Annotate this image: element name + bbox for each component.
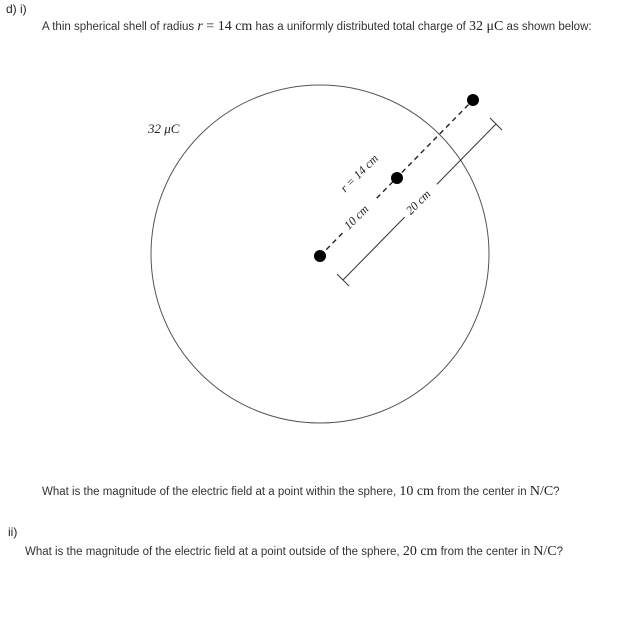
question-i: [42, 484, 560, 500]
question-ii-distance-unit: cm: [416, 544, 438, 559]
question-i-unit: N/C: [529, 484, 554, 499]
radius-unit: cm: [231, 19, 253, 34]
inner-point: [391, 172, 403, 184]
shell-charge-label: 32 μC: [148, 121, 180, 136]
outer-point: [467, 94, 479, 106]
center-point: [314, 250, 326, 262]
radius-value: 14: [217, 19, 232, 34]
inner-distance-label: 10 cm: [340, 201, 372, 233]
charge-value: 32: [469, 19, 484, 34]
question-ii-unit: N/C: [533, 544, 557, 559]
question-i-prefix: What is the magnitude of the electric field at a point within the sphere,: [42, 486, 400, 498]
radius-variable: r: [197, 19, 203, 34]
statement-suffix: as shown below:: [503, 21, 592, 33]
question-i-distance-unit: cm: [413, 484, 434, 499]
question-i-distance-value: 10: [399, 484, 414, 499]
radius-label: r = 14 cm: [337, 151, 382, 196]
question-ii-distance-value: 20: [402, 544, 417, 559]
outer-distance-label: 20 cm: [402, 186, 434, 218]
question-i-mid: from the center in: [433, 486, 530, 498]
question-ii: [25, 544, 563, 560]
statement-mid: has a uniformly distributed total charge of: [252, 21, 470, 33]
question-i-suffix: ?: [553, 486, 560, 498]
part-i-label: d) i): [6, 2, 27, 16]
part-ii-label: ii): [8, 525, 18, 539]
statement-prefix: A thin spherical shell of radius: [42, 21, 198, 33]
question-ii-mid: from the center in: [437, 546, 534, 558]
charge-unit: μC: [483, 19, 504, 34]
question-ii-suffix: ?: [556, 546, 564, 558]
question-ii-prefix: What is the magnitude of the electric field at a point outside of the sphere,: [25, 546, 403, 558]
radius-equals: =: [202, 19, 218, 34]
